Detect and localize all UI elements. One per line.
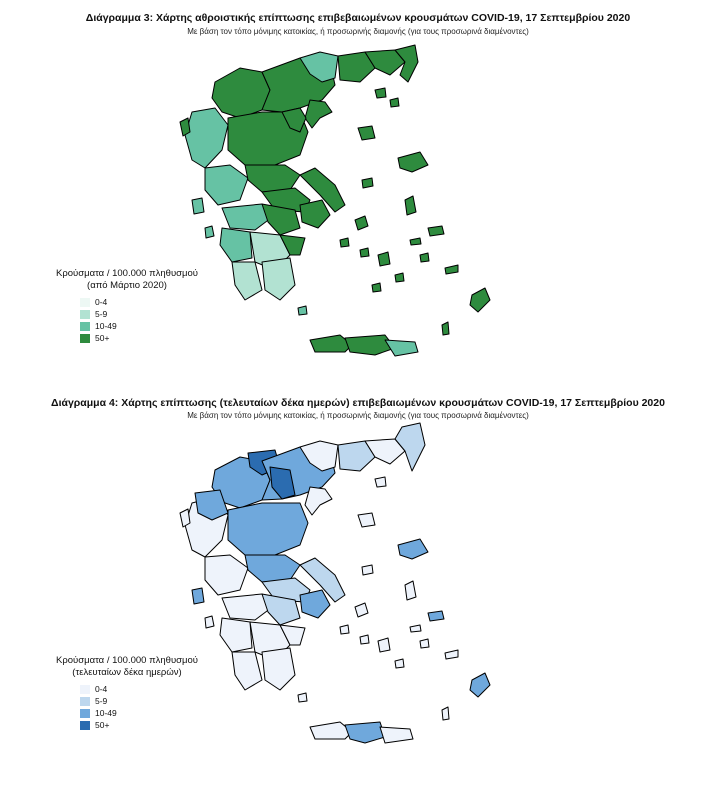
region-cyclades-small-4	[420, 639, 429, 648]
region-kos	[445, 265, 458, 274]
region-western-macedonia	[212, 68, 270, 118]
map-subtitle: Με βάση τον τόπο μόνιμης κατοικίας, ή προσωρινής διαμονής (για τους προσωρινά διαμένοντες)	[187, 27, 529, 36]
region-limnos	[358, 126, 375, 140]
region-samothraki	[390, 98, 399, 107]
legend-title: Κρούσματα / 100.000 πληθυσμού	[56, 268, 198, 279]
region-samos	[428, 226, 444, 236]
region-corfu	[180, 509, 190, 527]
legend-subtitle: (από Μάρτιο 2020)	[87, 280, 167, 291]
region-karpathos	[442, 707, 449, 720]
map-panel-recent	[0, 395, 716, 804]
map-legend	[22, 268, 232, 344]
region-crete-central	[345, 722, 385, 743]
region-skyros	[362, 565, 373, 575]
region-samos	[428, 611, 444, 621]
region-thasos	[375, 477, 386, 487]
legend-item: 0-4	[80, 296, 232, 308]
region-attica	[300, 200, 330, 228]
region-thasos	[375, 88, 386, 98]
legend-item: 5-9	[80, 308, 232, 320]
region-kefalonia	[192, 198, 204, 214]
region-kythira	[298, 306, 307, 315]
region-chalkidiki	[305, 487, 332, 515]
region-andros	[355, 603, 368, 617]
region-limnos	[358, 513, 375, 527]
region-skyros	[362, 178, 373, 188]
choropleth-map-recent	[0, 395, 716, 804]
region-kythira	[298, 693, 307, 702]
region-karpathos	[442, 322, 449, 335]
legend-swatch	[80, 322, 90, 331]
region-chios	[405, 581, 416, 600]
legend-title: Κρούσματα / 100.000 πληθυσμού	[56, 655, 198, 666]
map-panel-cumulative	[0, 0, 716, 395]
region-messinia	[232, 262, 262, 300]
legend-swatch	[80, 310, 90, 319]
region-corfu	[180, 118, 190, 136]
region-kos	[445, 650, 458, 659]
legend-swatch	[80, 697, 90, 706]
legend-swatch	[80, 721, 90, 730]
region-lesvos	[398, 539, 428, 559]
region-crete-central	[345, 335, 395, 355]
map-title: Διάγραμμα 4: Χάρτης επίπτωσης (τελευταίων δέκα ημερών) επιβεβαιωμένων κρουσμάτων COVID-19, 17 Σεπτεμβρίου 2020	[51, 397, 665, 409]
legend-item: 5-9	[80, 695, 232, 707]
region-ikaria	[410, 625, 421, 632]
legend-item: 10-49	[80, 320, 232, 332]
region-rhodes	[470, 288, 490, 312]
region-aetolia	[205, 165, 248, 205]
legend-item: 10-49	[80, 707, 232, 719]
legend-item: 50+	[80, 719, 232, 731]
map-subtitle: Με βάση τον τόπο μόνιμης κατοικίας, ή προσωρινής διαμονής (για τους προσωρινά διαμένοντες)	[187, 411, 529, 420]
region-zakynthos	[205, 226, 214, 238]
region-epirus	[185, 108, 228, 168]
legend-item: 0-4	[80, 683, 232, 695]
region-kefalonia	[192, 588, 204, 604]
region-ikaria	[410, 238, 421, 245]
region-laconia	[262, 258, 295, 300]
region-aetolia	[205, 555, 248, 595]
legend-item: 50+	[80, 332, 232, 344]
region-laconia	[262, 648, 295, 690]
region-lesvos	[398, 152, 428, 172]
region-cyclades-small-3	[395, 273, 404, 282]
region-cyclades-small-4	[420, 253, 429, 262]
region-chalkidiki	[305, 100, 332, 128]
region-cyclades-small-1	[360, 635, 369, 644]
region-messinia	[232, 652, 262, 690]
region-andros	[355, 216, 368, 230]
region-rhodes	[470, 673, 490, 697]
legend-swatch	[80, 709, 90, 718]
region-crete-east	[380, 727, 413, 743]
region-crete-east	[385, 340, 418, 356]
region-cyclades-small-2	[340, 238, 349, 247]
region-ilia	[220, 228, 252, 262]
legend-swatch	[80, 298, 90, 307]
map-legend	[22, 655, 232, 731]
legend-swatch	[80, 685, 90, 694]
region-cyclades-small-2	[340, 625, 349, 634]
region-naxos	[378, 252, 390, 266]
region-attica	[300, 590, 330, 618]
region-cyclades-small-5	[372, 283, 381, 292]
region-zakynthos	[205, 616, 214, 628]
region-cyclades-small-1	[360, 248, 369, 257]
map-title: Διάγραμμα 3: Χάρτης αθροιστικής επίπτωσης επιβεβαιωμένων κρουσμάτων COVID-19, 17 Σεπτεμβρίου 2020	[85, 12, 631, 24]
legend-subtitle: (τελευταίων δέκα ημερών)	[72, 667, 182, 678]
region-cyclades-small-3	[395, 659, 404, 668]
region-chios	[405, 196, 416, 215]
legend-swatch	[80, 334, 90, 343]
region-naxos	[378, 638, 390, 652]
region-ilia	[220, 618, 252, 652]
region-thessaly	[228, 503, 308, 555]
